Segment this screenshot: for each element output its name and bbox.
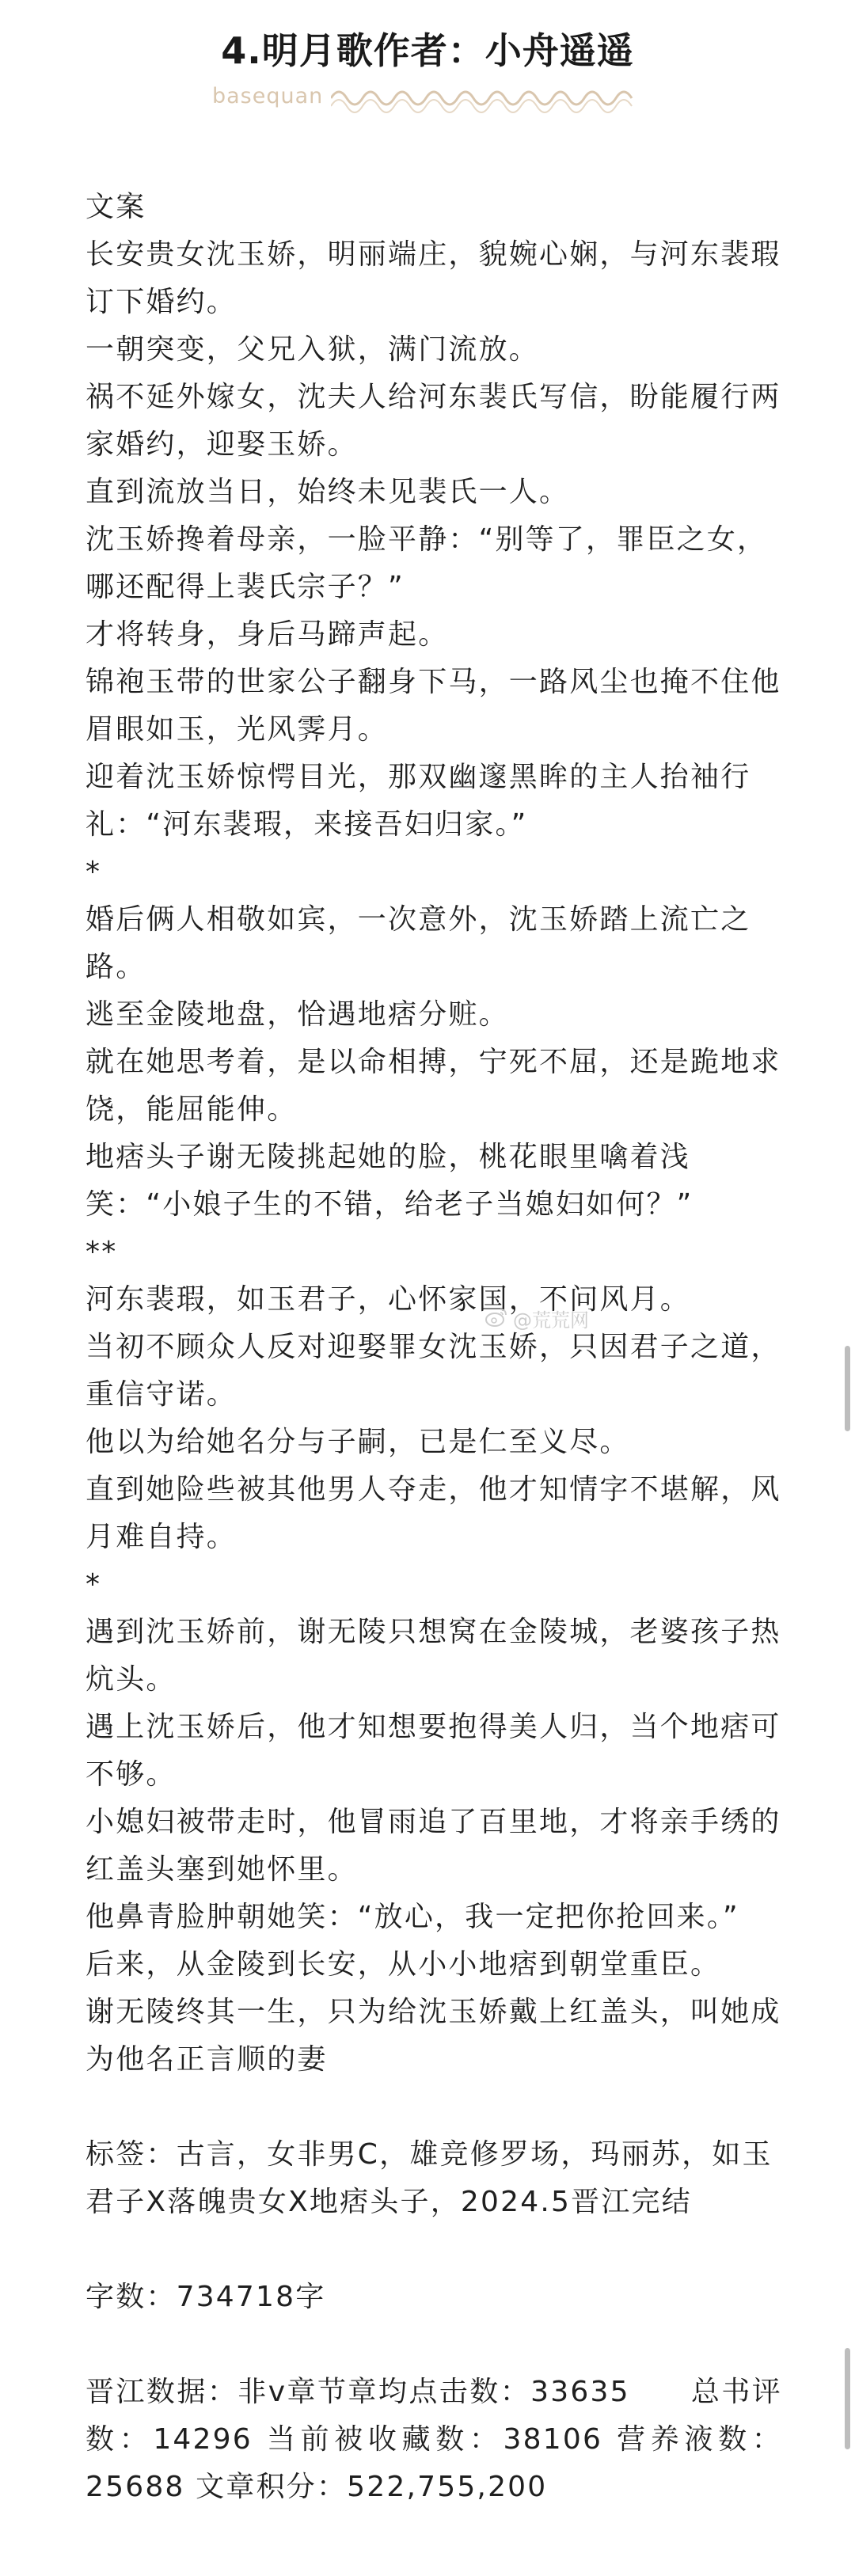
watermark-text: @荒荒网 [513, 1309, 589, 1332]
brand-text: basequan [212, 84, 324, 108]
wave-divider-icon [331, 82, 640, 114]
page-title: 4.明月歌作者：小舟遥遥 [221, 29, 634, 72]
intro-line: 婚后俩人相敬如宾，一次意外，沈玉娇踏上流亡之路。 [86, 903, 751, 983]
intro-line: 后来，从金陵到长安，从小小地痞到朝堂重臣。 [86, 1948, 721, 1981]
intro-line: 逃至金陵地盘，恰遇地痞分赃。 [86, 998, 509, 1031]
intro-line: 他鼻青脸肿朝她笑：“放心，我一定把你抢回来。” [86, 1901, 739, 1933]
intro-heading: 文案 [86, 191, 146, 223]
brand-divider [212, 82, 640, 114]
section-separator: ** [86, 1236, 118, 1268]
section-separator: * [86, 856, 102, 888]
intro-line: 就在她思考着，是以命相搏，宁死不屈，还是跪地求饶，能屈能伸。 [86, 1046, 781, 1126]
weibo-icon [484, 1306, 508, 1328]
intro-line: 遇到沈玉娇前，谢无陵只想窝在金陵城，老婆孩子热炕头。 [86, 1616, 781, 1696]
word-count: 字数：734718字 [86, 2281, 326, 2313]
intro-line: 长安贵女沈玉娇，明丽端庄，貌婉心娴，与河东裴瑕订下婚约。 [86, 238, 781, 318]
intro-line: 小媳妇被带走时，他冒雨追了百里地，才将亲手绣的红盖头塞到她怀里。 [86, 1806, 781, 1886]
intro-line: 直到她险些被其他男人夺走，他才知情字不堪解，风月难自持。 [86, 1473, 781, 1553]
spacer [86, 2084, 782, 2131]
tags-line: 标签：古言，女非男C，雄竞修罗场，玛丽苏，如玉君子X落魄贵女X地痞头子，2024.5晋江完结 [86, 2138, 773, 2218]
section-separator: * [86, 1568, 102, 1601]
intro-line: 祸不延外嫁女，沈夫人给河东裴氏写信，盼能履行两家婚约，迎娶玉娇。 [86, 381, 781, 461]
intro-line: 河东裴瑕，如玉君子，心怀家国，不问风月。 [86, 1283, 691, 1316]
scrollbar-thumb-lower[interactable] [845, 2348, 850, 2449]
intro-line: 谢无陵终其一生，只为给沈玉娇戴上红盖头，叫她成为他名正言顺的妻 [86, 1996, 781, 2076]
scrollbar-thumb[interactable] [845, 1346, 850, 1431]
intro-line: 当初不顾众人反对迎娶罪女沈玉娇，只因君子之道，重信守诺。 [86, 1331, 781, 1411]
spacer [86, 2321, 782, 2369]
intro-line: 直到流放当日，始终未见裴氏一人。 [86, 476, 570, 508]
intro-line: 迎着沈玉娇惊愕目光，那双幽邃黑眸的主人抬袖行礼：“河东裴瑕，来接吾妇归家。” [86, 761, 751, 841]
intro-line: 才将转身，身后马蹄声起。 [86, 618, 449, 651]
intro-line: 锦袍玉带的世家公子翻身下马，一路风尘也掩不住他眉眼如玉，光风霁月。 [86, 666, 781, 746]
spacer [86, 2226, 782, 2274]
jjwxc-stats: 晋江数据：非v章节章均点击数：33635 总书评数：14296 当前被收藏数：38106 营养液数：25688 文章积分：522,755,200 [86, 2376, 782, 2503]
intro-line: 地痞头子谢无陵挑起她的脸，桃花眼里噙着浅笑：“小娘子生的不错，给老子当媳妇如何？” [86, 1141, 694, 1221]
intro-line: 一朝突变，父兄入狱，满门流放。 [86, 333, 540, 366]
intro-line: 他以为给她名分与子嗣，已是仁至义尽。 [86, 1426, 630, 1458]
intro-line: 沈玉娇搀着母亲，一脸平静：“别等了，罪臣之女，哪还配得上裴氏宗子？” [86, 523, 768, 603]
article-body [86, 184, 782, 2511]
intro-line: 遇上沈玉娇后，他才知想要抱得美人归，当个地痞可不够。 [86, 1711, 781, 1791]
